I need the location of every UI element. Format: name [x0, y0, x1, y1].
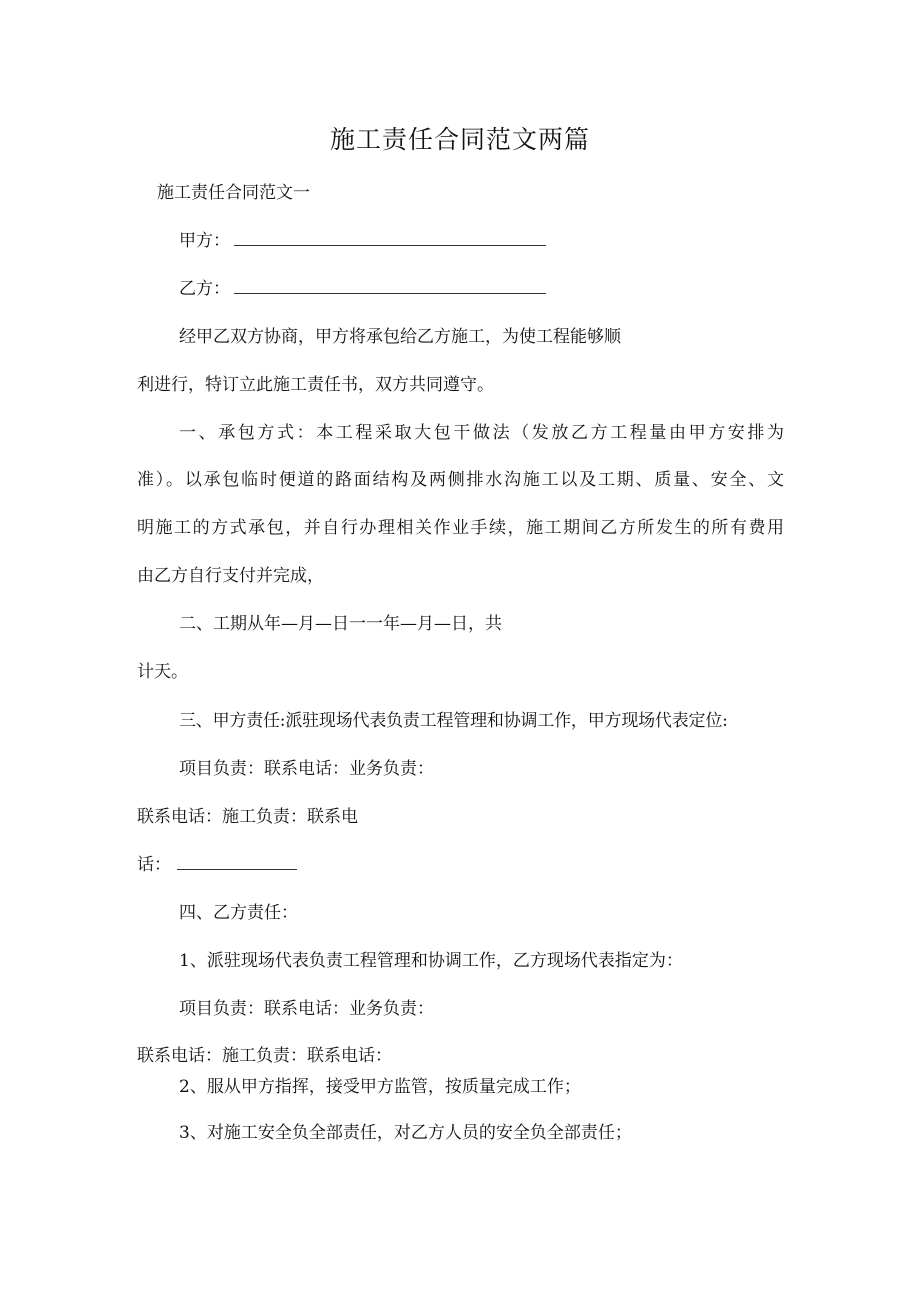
section3-line-2: 项目负责：联系电话：业务负责： [179, 759, 434, 779]
section3-line-3: 联系电话：施工负责：联系电 [137, 807, 358, 827]
section1-line-4: 由乙方自行支付并完成， [137, 566, 324, 586]
section4-item-2: 2、服从甲方指挥，接受甲方监管，按质量完成工作； [179, 1077, 581, 1097]
intro-line-2: 利进行，特订立此施工责任书，双方共同遵守。 [137, 375, 494, 395]
section1-line-3: 明施工的方式承包，并自行办理相关作业手续，施工期间乙方所发生的所有费用 [137, 518, 784, 538]
party-b-label: 乙方： [179, 279, 230, 299]
party-a-blank [234, 231, 546, 246]
party-b-line [179, 277, 546, 301]
section2-line-2: 计天。 [137, 662, 188, 682]
party-b-blank [234, 279, 546, 294]
document-title: 施工责任合同范文两篇 [329, 125, 590, 154]
section2-line-1: 二、工期从年—月—日一一年—月—日，共 [179, 614, 502, 634]
party-a-label: 甲方： [179, 231, 230, 251]
intro-line-1: 经甲乙双方协商，甲方将承包给乙方施工，为使工程能够顺 [179, 327, 621, 347]
section3-line-1: 三、甲方责任:派驻现场代表负责工程管理和协调工作，甲方现场代表定位: [179, 711, 728, 731]
section3-phone-label: 话： [137, 855, 171, 875]
section1-line-1: 一、承包方式：本工程采取大包干做法（发放乙方工程量由甲方安排为 [179, 423, 784, 443]
section1-line-2: 准）。以承包临时便道的路面结构及两侧排水沟施工以及工期、质量、安全、文 [137, 470, 784, 490]
section3-phone-blank [177, 855, 297, 870]
section4-item-1-line-2: 项目负责：联系电话：业务负责： [179, 999, 434, 1019]
party-a-line [179, 229, 546, 253]
contract-subtitle: 施工责任合同范文一 [157, 183, 310, 203]
section4-item-3: 3、对施工安全负全部责任，对乙方人员的安全负全部责任； [179, 1123, 632, 1143]
section3-line-4 [137, 853, 297, 877]
section4-title: 四、乙方责任： [179, 903, 298, 923]
section4-item-1: 1、派驻现场代表负责工程管理和协调工作，乙方现场代表指定为： [179, 951, 683, 971]
section4-item-1-line-3: 联系电话：施工负责：联系电话： [137, 1046, 392, 1066]
